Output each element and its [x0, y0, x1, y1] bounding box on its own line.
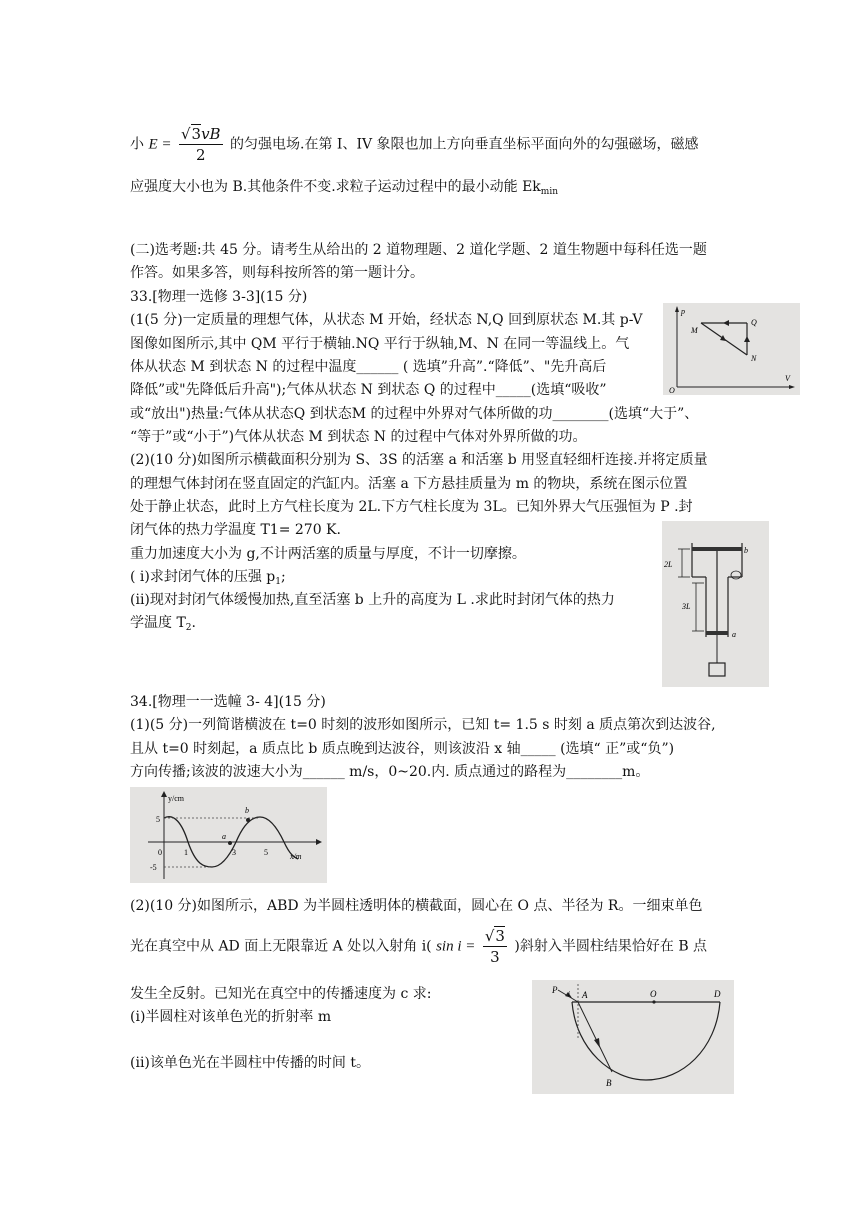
q33-2-text: 闭气体的热力学温度 T1= 270 K. [130, 522, 341, 538]
cyl-b-label: b [744, 546, 748, 555]
q33-2-text: 重力加速度大小为 g,不计两活塞的质量与厚度，不计一切摩擦。 [130, 546, 526, 562]
q34-2-text: 发生全反射。已知光在真空中的传播速度为 c 求: [130, 986, 432, 1002]
refracted-ray [578, 1002, 612, 1072]
q33-1-text: 降低”或"先降低后升高");气体从状态 N 到状态 Q 的过程中_____(选填“吸收” [130, 382, 607, 398]
hanging-block [709, 663, 725, 676]
e-formula-lhs: E = [148, 136, 172, 153]
text-segment: )斜射入半圆柱结果恰好在 B 点 [514, 938, 708, 955]
q34-2-part-i: (i)半圆柱对该单色光的折射率 m [130, 1009, 332, 1025]
pv-v-label: V [785, 374, 790, 383]
q34-1-text: 且从 t=0 时刻起，a 质点比 b 质点晚到达波谷，则该波沿 x 轴_____ (选填“ 正”或“负”) [130, 741, 675, 757]
wave-svg [130, 787, 327, 883]
q33-1-text: (1(5 分)一定质量的理想气体，从状态 M 开始，经状态 N,Q 回到原状态 M.其 p-V [130, 312, 643, 328]
q33-2-text: 的理想气体封闭在竖直固定的汽缸内。活塞 a 下方悬挂质量为 m 的物块，系统在图示位置 [130, 476, 688, 492]
section-2-intro: (二)选考题:共 45 分。请考生从给出的 2 道物理题、2 道化学题、2 道生物题中每科任选一题 [130, 242, 707, 258]
piston-a [706, 631, 728, 635]
sin-numerator: √3 [484, 927, 505, 945]
text-line-2 [130, 178, 558, 201]
cylinder-figure [662, 521, 769, 687]
text-segment: 应强度大小也为 B.其他条件不变.求粒子运动过程中的最小动能 Ek [130, 179, 541, 195]
q34-2-text-formula [130, 926, 707, 967]
q34-2-part-ii: (ii)该单色光在半圆柱中传播的时间 t。 [130, 1055, 370, 1071]
center-o [652, 1000, 655, 1003]
semi-o-label: O [650, 989, 657, 999]
semi-a-label: A [582, 990, 588, 1000]
e-denominator: 2 [195, 146, 206, 164]
e-numerator: √3vB [180, 125, 221, 143]
q34-1-text: (1)(5 分)一列简谐横波在 t=0 时刻的波形如图所示，已知 t= 1.5 s 时刻 a 质点第次到达波谷, [130, 717, 716, 733]
semi-d-label: D [714, 989, 721, 999]
q33-2-part-ii: (ii)现对封闭气体缓慢加热,直至活塞 b 上升的高度为 L .求此时封闭气体的热力 [130, 592, 615, 608]
wave-x3-label: 3 [232, 848, 236, 857]
cyl-a-label: a [732, 630, 736, 639]
pv-p-label: p [681, 307, 685, 316]
wave-x1-label: 1 [184, 848, 188, 857]
semicircle-figure [532, 980, 734, 1094]
sin-formula-lhs: sin i = [436, 938, 476, 955]
cylinder-svg [662, 521, 769, 687]
pv-q-label: Q [751, 318, 757, 327]
pv-diagram-svg [663, 303, 800, 395]
semicircle-arc [572, 1002, 720, 1080]
pv-diagram-figure [663, 303, 800, 395]
q33-heading: 33.[物理一选修 3-3](15 分) [130, 289, 308, 305]
semicircle-svg [532, 980, 734, 1094]
subscript-1: 1 [275, 577, 281, 587]
pv-m-label: M [691, 326, 698, 335]
section-2-intro-cont: 作答。如果多答，则每科按所答的第一题计分。 [130, 265, 424, 281]
subscript-2: 2 [185, 623, 192, 633]
wave-xlabel: x/m [290, 852, 302, 861]
text-segment: 光在真空中从 AD 面上无限靠近 A 处以入射角 i( [130, 938, 432, 955]
wave-figure [130, 787, 327, 883]
text-segment: ; [281, 569, 286, 585]
text-segment: 小 [130, 136, 144, 153]
cyl-3l-label: 3L [682, 602, 691, 611]
q34-heading: 34.[物理一一选幢 3- 4](15 分) [130, 694, 326, 710]
sqrt-radicand: 3 [495, 927, 505, 945]
sin-denominator: 3 [490, 948, 500, 966]
semi-b-label: B [606, 1078, 612, 1088]
text-line-1 [130, 124, 699, 165]
q33-1-text: 或“放出")热量:气体从状态Q 到状态M 的过程中外界对气体所做的功________(选填“大于”、 [130, 406, 699, 422]
q33-1-text: 体从状态 M 到状态 N 的过程中温度______ ( 选填”升高”.“降低”、"先升高后 [130, 359, 607, 375]
q33-2-text: 处于静止状态，此时上方气柱长度为 2L.下方气柱长度为 3L。已知外界大气压强恒为 P .封 [130, 499, 693, 515]
wave-y5-label: 5 [156, 815, 160, 824]
q33-2-part-ii-cont [130, 614, 196, 637]
semi-p-label: P [552, 985, 558, 995]
wave-point-b [246, 818, 250, 822]
subscript-min: min [540, 187, 559, 197]
e-fraction [179, 124, 223, 165]
wave-ylabel: y/cm [168, 794, 184, 803]
text-segment: 学温度 T [130, 615, 186, 631]
text-segment: 的匀强电场.在第 I、IV 象限也加上方向垂直坐标平面向外的勾强磁场，磁感 [230, 136, 699, 153]
text-segment: ( i)求封闭气体的压强 p [130, 569, 276, 585]
semi-i-label: i [568, 990, 570, 998]
piston-b [692, 547, 742, 551]
cyl-2l-label: 2L [664, 560, 673, 569]
sin-fraction [483, 926, 507, 967]
wave-x5-label: 5 [264, 848, 268, 857]
cyl-valve-icon [731, 571, 741, 579]
pv-n-label: N [751, 354, 757, 363]
wave-x0-label: 0 [158, 848, 162, 857]
wave-a-label: a [222, 832, 226, 841]
wave-point-a [228, 841, 232, 845]
q33-2-part-i [130, 568, 286, 591]
sqrt-radicand: 3 [191, 125, 202, 143]
wave-b-label: b [245, 806, 249, 815]
q33-1-text: “等于”或“小于”)气体从状态 M 到状态 N 的过程中气体对外界所做的功。 [130, 429, 587, 445]
text-segment: . [191, 615, 196, 631]
q33-1-text: 图像如图所示,其中 QM 平行于横轴.NQ 平行于纵轴,M、N 在同一等温线上。气 [130, 336, 630, 352]
q33-2-text: (2)(10 分)如图所示横截面积分别为 S、3S 的活塞 a 和活塞 b 用竖直轻细杆连接.并将定质量 [130, 452, 708, 468]
q34-2-text: (2)(10 分)如图所示，ABD 为半圆柱透明体的横截面，圆心在 O 点、半径为 R。一细束单色 [130, 898, 703, 914]
pv-origin-label: O [669, 386, 675, 395]
q34-1-text: 方向传播;该波的波速大小为______ m/s，0~20.内. 质点通过的路程为________m。 [130, 764, 650, 780]
e-numerator-rest: vB [201, 125, 221, 143]
wave-yn5-label: -5 [150, 863, 157, 872]
